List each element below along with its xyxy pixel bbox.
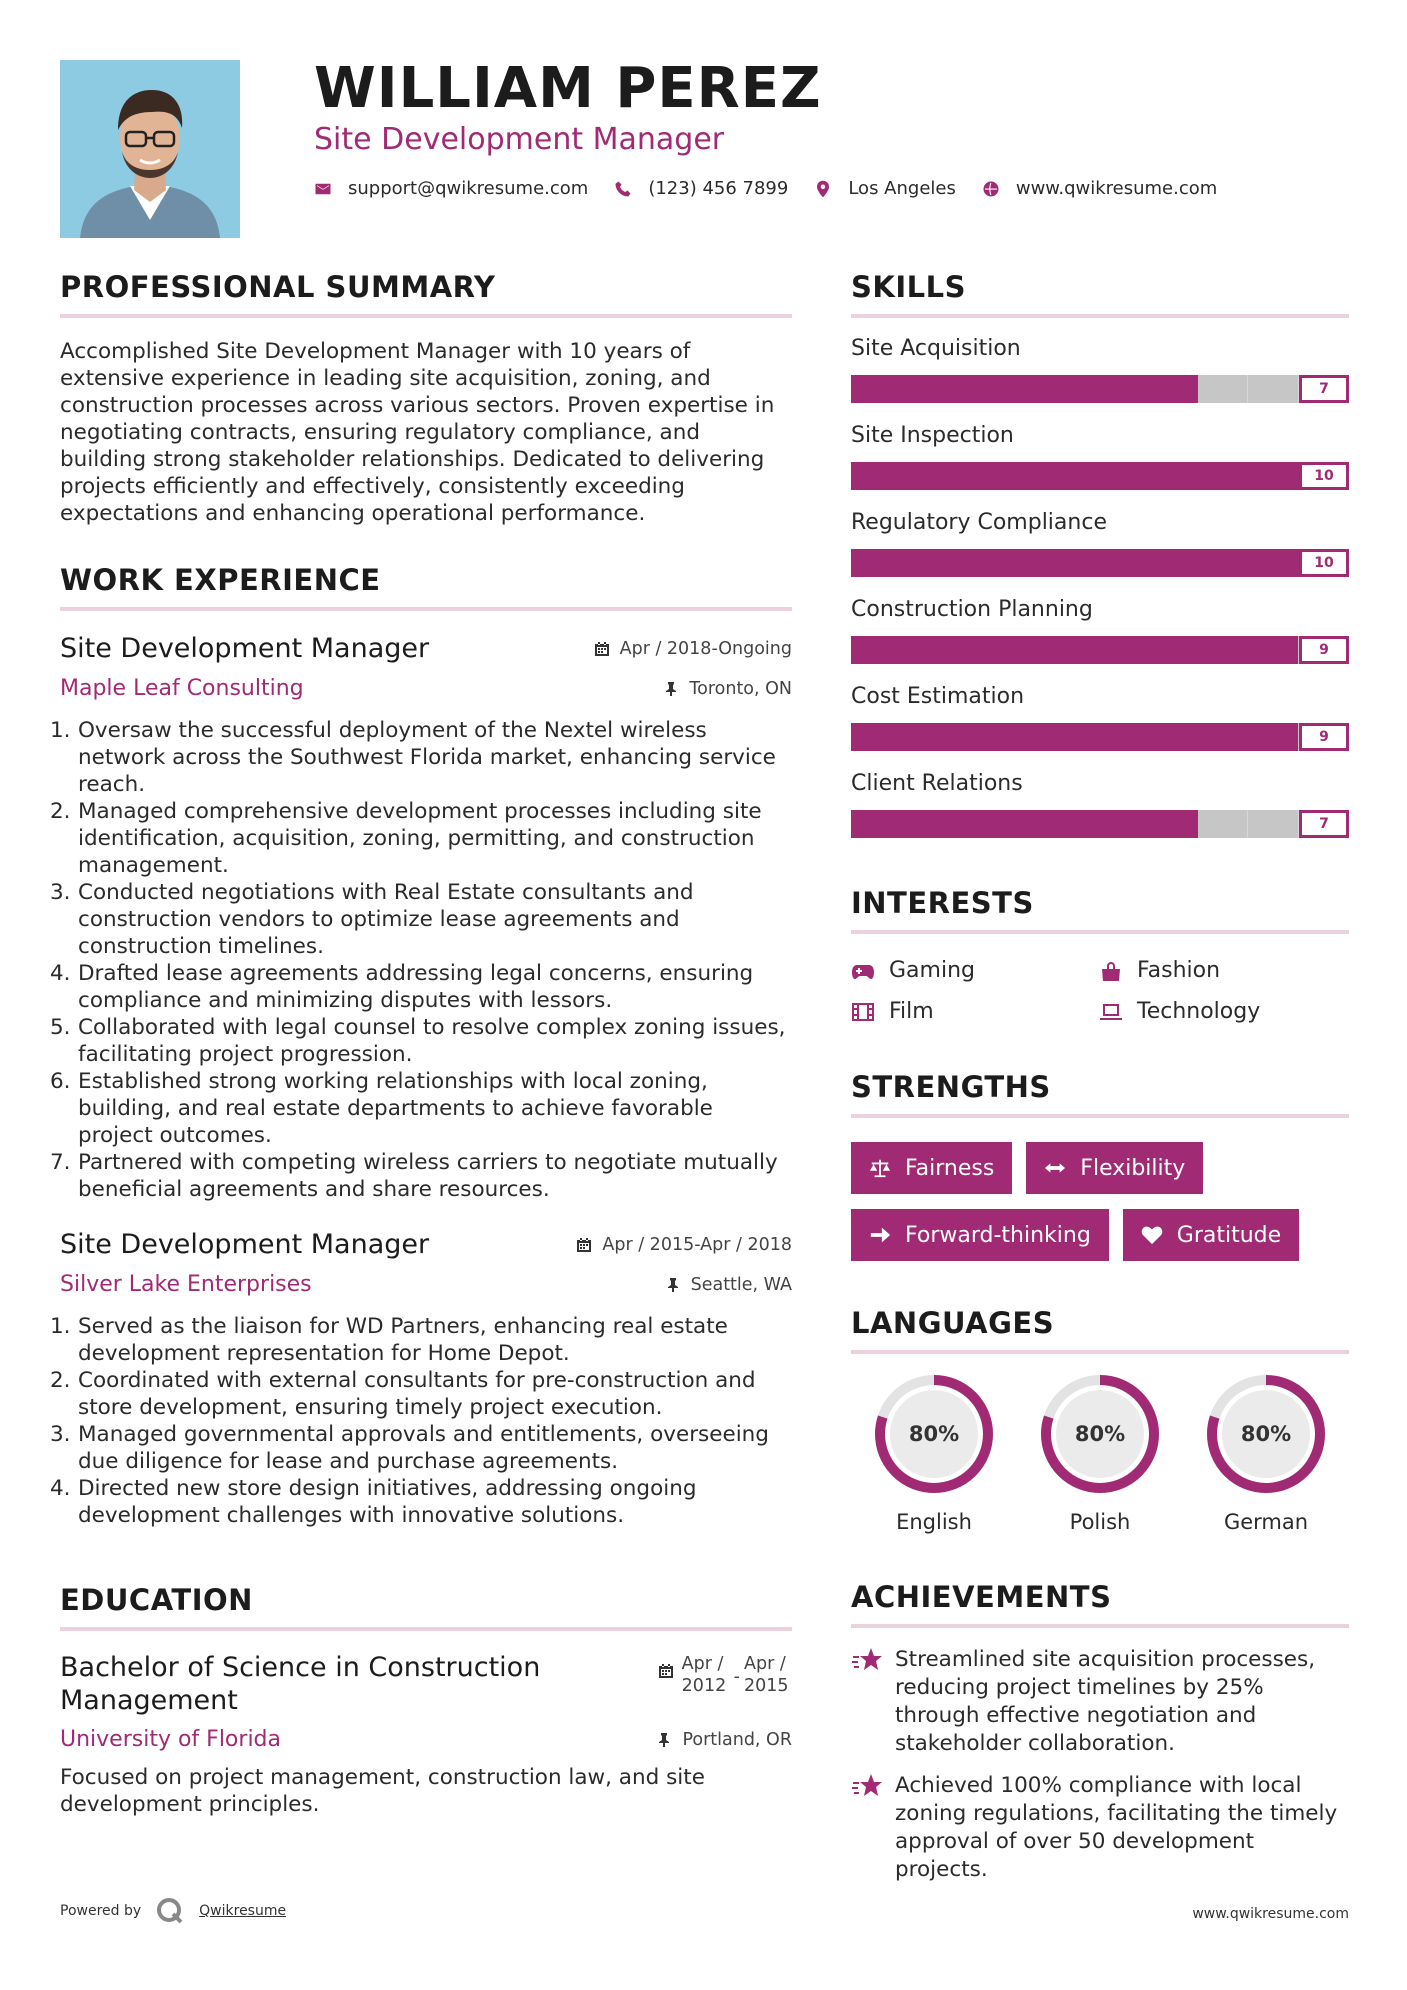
skill-bar-segment xyxy=(851,723,901,751)
job-location-text: Seattle, WA xyxy=(690,1274,792,1295)
job-title: Site Development Manager xyxy=(60,633,430,664)
contact-email[interactable] xyxy=(314,178,588,199)
company-name: Maple Leaf Consulting xyxy=(60,676,304,701)
achievements-list xyxy=(851,1646,1349,1884)
skill-bar-segment xyxy=(1000,723,1050,751)
skill-item xyxy=(851,597,1349,666)
skill-level-badge: 10 xyxy=(1299,462,1349,490)
list-item: 2. Managed comprehensive development processes including site identification, acquisition, zoning, permitting, and construction management. xyxy=(50,799,762,878)
strength-tag: Flexibility xyxy=(1026,1142,1203,1194)
interest-item: Film xyxy=(851,999,1099,1024)
phone-text: (123) 456 7899 xyxy=(648,178,789,199)
arrow-right-icon xyxy=(869,1224,891,1246)
star-trophy-icon xyxy=(851,1772,885,1800)
phone-icon xyxy=(614,180,632,198)
skill-bar-segment xyxy=(901,636,951,664)
skill-bar-segment xyxy=(1249,462,1299,490)
school-name: University of Florida xyxy=(60,1727,281,1752)
language-name: German xyxy=(1223,1510,1309,1534)
skill-bar-segment xyxy=(1148,810,1198,838)
job-location xyxy=(665,1275,792,1295)
language-item xyxy=(851,1372,1017,1534)
powered-by-text: Powered by xyxy=(60,1903,142,1919)
envelope-icon xyxy=(314,180,332,198)
skill-bar-segment xyxy=(1199,723,1249,751)
skill-level-badge: 7 xyxy=(1299,375,1349,403)
job-dates-text: Apr / 2018-Ongoing xyxy=(619,639,792,659)
interest-item: Gaming xyxy=(851,958,1099,983)
list-item: 7. Partnered with competing wireless carriers to negotiate mutually beneficial agreements and share resources. xyxy=(50,1150,778,1202)
skill-bar xyxy=(851,375,1349,405)
skill-bar-segment xyxy=(851,375,901,403)
languages-list xyxy=(851,1372,1349,1534)
skill-bar-segment xyxy=(1150,549,1200,577)
interest-item: Technology xyxy=(1099,999,1339,1024)
skill-level-badge: 9 xyxy=(1299,636,1349,664)
candidate-name: WILLIAM PEREZ xyxy=(314,56,822,121)
skill-bar-segment xyxy=(1248,375,1299,403)
skill-item xyxy=(851,336,1349,405)
arrows-horizontal-icon xyxy=(1044,1157,1066,1179)
job-entry xyxy=(50,633,792,1203)
job-dates xyxy=(576,1235,792,1255)
laptop-icon xyxy=(1099,1001,1123,1023)
list-item: 5. Collaborated with legal counsel to resolve complex zoning issues, facilitating project progression. xyxy=(50,1015,786,1067)
skill-bar-segment xyxy=(950,723,1000,751)
job-bullets xyxy=(50,717,792,1203)
gamepad-icon xyxy=(851,960,875,982)
star-trophy-icon xyxy=(851,1646,885,1674)
skill-bar-segment xyxy=(1050,636,1100,664)
calendar-icon xyxy=(658,1663,674,1679)
job-title: Site Development Manager xyxy=(60,1229,430,1260)
skill-bar-segment xyxy=(950,636,1000,664)
list-item: 3. Conducted negotiations with Real Estate consultants and construction vendors to optimize lease agreements and construction timelines. xyxy=(50,880,694,959)
contact-location xyxy=(814,178,956,199)
language-percent: 80% xyxy=(1074,1422,1126,1446)
brand-link[interactable]: Qwikresume xyxy=(199,1903,287,1919)
company-name: Silver Lake Enterprises xyxy=(60,1272,312,1297)
skill-bar-segment xyxy=(950,375,1000,403)
education-dates: Apr / 2012 - Apr / 2015 xyxy=(658,1653,792,1717)
skill-bar-segment xyxy=(851,810,901,838)
skill-bar xyxy=(851,810,1349,840)
skill-name: Client Relations xyxy=(851,771,1023,796)
skill-bar-segment xyxy=(1198,375,1249,403)
footer-website[interactable]: www.qwikresume.com xyxy=(1192,1906,1349,1922)
achievements-heading: ACHIEVEMENTS xyxy=(851,1580,1349,1628)
skill-bar-segment xyxy=(851,636,901,664)
skill-bar-segment xyxy=(901,462,951,490)
degree-title: Bachelor of Science in Construction Management xyxy=(60,1652,541,1716)
skill-bar-segment xyxy=(1150,462,1200,490)
skill-level-badge: 9 xyxy=(1299,723,1349,751)
job-entry xyxy=(50,1229,792,1529)
language-item xyxy=(1183,1372,1349,1534)
skill-bar-segment xyxy=(1100,462,1150,490)
map-marker-icon xyxy=(814,180,832,198)
strength-tag: Gratitude xyxy=(1123,1209,1299,1261)
left-column xyxy=(50,270,792,1818)
skill-name: Regulatory Compliance xyxy=(851,510,1107,535)
skill-bar-segment xyxy=(1200,549,1250,577)
pushpin-icon xyxy=(656,1732,672,1748)
candidate-title: Site Development Manager xyxy=(314,122,725,157)
skill-bar-segment xyxy=(1100,549,1150,577)
language-percent: 80% xyxy=(908,1422,960,1446)
footer-powered xyxy=(60,1896,286,1926)
skill-bar-segment xyxy=(1100,723,1150,751)
website-text: www.qwikresume.com xyxy=(1015,178,1218,199)
skill-bar-segment xyxy=(1049,375,1099,403)
job-dates-text: Apr / 2015-Apr / 2018 xyxy=(602,1235,792,1255)
experience-heading: WORK EXPERIENCE xyxy=(60,563,792,611)
interest-item: Fashion xyxy=(1099,958,1339,983)
skill-bar-segment xyxy=(851,549,901,577)
skills-list xyxy=(851,336,1349,840)
skill-bar-segment xyxy=(1249,723,1299,751)
skill-bar-segment xyxy=(1248,810,1299,838)
skill-bar-segment xyxy=(1000,636,1050,664)
language-name: English xyxy=(896,1510,972,1534)
list-item: 1. Served as the liaison for WD Partners, enhancing real estate development representation for Home Depot. xyxy=(50,1314,728,1366)
skill-bar-segment xyxy=(1000,462,1050,490)
skill-bar-segment xyxy=(951,462,1001,490)
summary-heading: PROFESSIONAL SUMMARY xyxy=(60,270,792,318)
skill-bar-segment xyxy=(851,462,901,490)
skill-bar-segment xyxy=(1050,549,1100,577)
job-bullets xyxy=(50,1313,792,1529)
skill-bar-segment xyxy=(1148,375,1198,403)
education-description: Focused on project management, construction law, and site development principles. xyxy=(60,1765,705,1817)
skill-item xyxy=(851,771,1349,840)
language-ring xyxy=(1204,1372,1328,1496)
profile-photo xyxy=(60,60,240,238)
skill-item xyxy=(851,510,1349,579)
location-text: Los Angeles xyxy=(848,178,956,199)
skill-bar-segment xyxy=(1249,636,1299,664)
list-item: 3. Managed governmental approvals and entitlements, overseeing due diligence for lease and purchase agreements. xyxy=(50,1422,769,1474)
skill-name: Site Inspection xyxy=(851,423,1014,448)
skill-bar-segment xyxy=(901,375,951,403)
languages-heading: LANGUAGES xyxy=(851,1306,1349,1354)
skill-bar-segment xyxy=(1099,810,1149,838)
job-location xyxy=(663,679,792,699)
contact-bar xyxy=(314,178,1243,199)
skill-level-badge: 7 xyxy=(1299,810,1349,838)
achievement-item: Streamlined site acquisition processes, reducing project timelines by 25% through effective negotiation and stakeholder collaboration. xyxy=(851,1646,1349,1758)
strength-tag: Forward-thinking xyxy=(851,1209,1109,1261)
school-location-text: Portland, OR xyxy=(682,1729,792,1750)
skill-level-badge: 10 xyxy=(1299,549,1349,577)
interests-heading: INTERESTS xyxy=(851,886,1349,934)
strengths-list xyxy=(851,1142,1349,1276)
strength-tag: Fairness xyxy=(851,1142,1012,1194)
skill-bar-segment xyxy=(951,549,1001,577)
language-name: Polish xyxy=(1069,1510,1131,1534)
language-ring xyxy=(872,1372,996,1496)
skill-item xyxy=(851,423,1349,492)
achievement-item: Achieved 100% compliance with local zoning regulations, facilitating the timely approval of over 50 development projects. xyxy=(851,1772,1349,1884)
skill-name: Site Acquisition xyxy=(851,336,1021,361)
skill-bar-segment xyxy=(901,723,951,751)
balance-scale-icon xyxy=(869,1157,891,1179)
list-item: 6. Established strong working relationships with local zoning, building, and real estate departments to achieve favorable project outcomes. xyxy=(50,1069,713,1148)
skill-bar-segment xyxy=(1200,462,1250,490)
skill-bar-segment xyxy=(1000,375,1050,403)
calendar-icon xyxy=(594,641,610,657)
skills-heading: SKILLS xyxy=(851,270,1349,318)
skill-bar-segment xyxy=(1149,723,1199,751)
skill-name: Construction Planning xyxy=(851,597,1093,622)
pushpin-icon xyxy=(663,681,679,697)
education-heading: EDUCATION xyxy=(60,1583,792,1631)
interests-list xyxy=(851,958,1349,1024)
language-item xyxy=(1017,1372,1183,1534)
qwikresume-logo-icon xyxy=(155,1896,185,1926)
job-dates xyxy=(594,639,792,659)
contact-website[interactable] xyxy=(982,178,1217,199)
education-entry xyxy=(60,1651,792,1717)
skill-bar xyxy=(851,462,1349,492)
skill-bar-segment xyxy=(1049,810,1099,838)
language-ring xyxy=(1038,1372,1162,1496)
job-location-text: Toronto, ON xyxy=(689,678,792,699)
bag-icon xyxy=(1099,960,1123,982)
skill-bar-segment xyxy=(901,549,951,577)
skill-bar-segment xyxy=(1000,549,1050,577)
skill-bar-segment xyxy=(1149,636,1199,664)
contact-phone[interactable] xyxy=(614,178,788,199)
calendar-icon xyxy=(576,1237,592,1253)
skill-bar-segment xyxy=(1249,549,1299,577)
list-item: 4. Directed new store design initiatives, addressing ongoing development challenges with innovative solutions. xyxy=(50,1476,697,1528)
right-column xyxy=(851,270,1349,1898)
list-item: 1. Oversaw the successful deployment of the Nextel wireless network across the Southwest Florida market, enhancing service reach. xyxy=(50,718,776,797)
skill-bar xyxy=(851,636,1349,666)
globe-icon xyxy=(982,180,1000,198)
pushpin-icon xyxy=(665,1277,681,1293)
skill-bar-segment xyxy=(901,810,951,838)
skill-bar xyxy=(851,723,1349,753)
skill-name: Cost Estimation xyxy=(851,684,1025,709)
email-text: support@qwikresume.com xyxy=(348,178,589,199)
skill-bar-segment xyxy=(1050,723,1100,751)
skill-bar xyxy=(851,549,1349,579)
heart-icon xyxy=(1141,1224,1163,1246)
skill-bar-segment xyxy=(1050,462,1100,490)
skill-bar-segment xyxy=(1000,810,1050,838)
strengths-heading: STRENGTHS xyxy=(851,1070,1349,1118)
list-item: 4. Drafted lease agreements addressing legal concerns, ensuring compliance and minimizing disputes with lessors. xyxy=(50,961,754,1013)
language-percent: 80% xyxy=(1240,1422,1292,1446)
school-location xyxy=(656,1730,792,1750)
avatar xyxy=(60,60,240,238)
summary-text: Accomplished Site Development Manager with 10 years of extensive experience in leading site acquisition, zoning, and construction processes across various sectors. Proven expertise in negotiating contracts, ensuring regulatory compliance, and building strong stakeholder relationships. Dedicated to delivering projects efficiently and effectively, consistently exceeding expectations and enhancing operational performance. xyxy=(60,339,775,526)
skill-item xyxy=(851,684,1349,753)
skill-bar-segment xyxy=(1099,375,1149,403)
skill-bar-segment xyxy=(1198,810,1249,838)
film-icon xyxy=(851,1001,875,1023)
skill-bar-segment xyxy=(1100,636,1150,664)
skill-bar-segment xyxy=(1199,636,1249,664)
skill-bar-segment xyxy=(950,810,1000,838)
list-item: 2. Coordinated with external consultants for pre-construction and store development, ensuring timely project execution. xyxy=(50,1368,756,1420)
